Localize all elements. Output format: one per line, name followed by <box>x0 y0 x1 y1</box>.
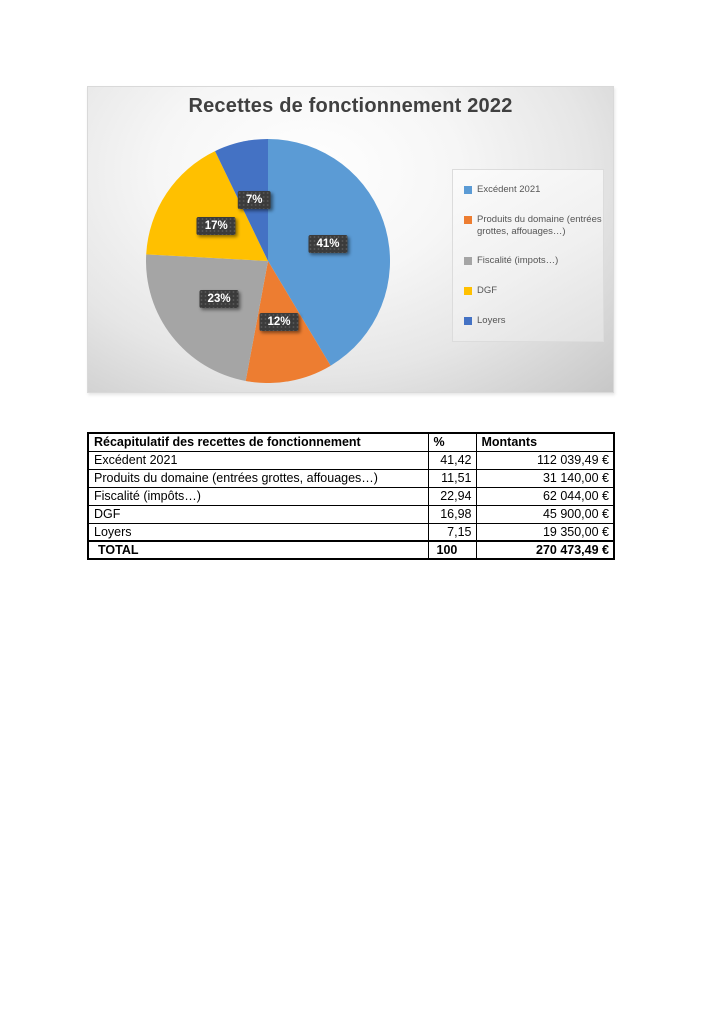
recettes-table <box>87 432 615 560</box>
legend-label: Fiscalité (impots…) <box>477 255 559 267</box>
header-percent: % <box>428 433 476 451</box>
row-amount: 112 039,49 € <box>476 451 614 469</box>
legend-marker-icon <box>464 287 472 295</box>
table-row <box>88 451 614 469</box>
row-label: TOTAL <box>88 541 428 559</box>
row-percent: 22,94 <box>428 487 476 505</box>
table-row <box>88 487 614 505</box>
row-label: Loyers <box>88 523 428 541</box>
legend-item-5 <box>464 315 601 327</box>
legend-label: Loyers <box>477 315 506 327</box>
legend-item-2 <box>464 214 601 238</box>
table-row <box>88 469 614 487</box>
legend-label: Produits du domaine (entrées grottes, affouages…) <box>477 213 602 237</box>
row-amount: 31 140,00 € <box>476 469 614 487</box>
table-total-row <box>88 541 614 559</box>
row-amount: 19 350,00 € <box>476 523 614 541</box>
pie-chart <box>146 139 390 383</box>
pie-data-label-4: 17% <box>197 217 236 235</box>
row-percent: 100 <box>428 541 476 559</box>
legend-marker-icon <box>464 317 472 325</box>
legend-marker-icon <box>464 216 472 224</box>
pie-chart-area <box>87 86 614 393</box>
row-label: Produits du domaine (entrées grottes, affouages…) <box>88 469 428 487</box>
legend-label: Excédent 2021 <box>477 183 541 195</box>
chart-legend <box>452 169 604 342</box>
row-percent: 7,15 <box>428 523 476 541</box>
pie-data-label-1: 41% <box>308 235 347 253</box>
header-recapitulatif: Récapitulatif des recettes de fonctionnement <box>88 433 428 451</box>
legend-item-4 <box>464 285 601 297</box>
table-row <box>88 505 614 523</box>
row-amount: 45 900,00 € <box>476 505 614 523</box>
table-header <box>88 433 614 451</box>
legend-item-1 <box>464 184 601 196</box>
row-percent: 11,51 <box>428 469 476 487</box>
pie-data-label-5: 7% <box>238 191 271 209</box>
row-label: DGF <box>88 505 428 523</box>
legend-item-3 <box>464 255 601 267</box>
pie-data-label-2: 12% <box>259 313 298 331</box>
legend-label: DGF <box>477 285 498 297</box>
header-montants: Montants <box>476 433 614 451</box>
legend-marker-icon <box>464 257 472 265</box>
legend-marker-icon <box>464 186 472 194</box>
row-amount: 270 473,49 € <box>476 541 614 559</box>
row-percent: 41,42 <box>428 451 476 469</box>
row-amount: 62 044,00 € <box>476 487 614 505</box>
row-label: Excédent 2021 <box>88 451 428 469</box>
row-label: Fiscalité (impôts…) <box>88 487 428 505</box>
pie-data-label-3: 23% <box>200 290 239 308</box>
chart-title: Recettes de fonctionnement 2022 <box>188 95 513 117</box>
row-percent: 16,98 <box>428 505 476 523</box>
table-row <box>88 523 614 541</box>
